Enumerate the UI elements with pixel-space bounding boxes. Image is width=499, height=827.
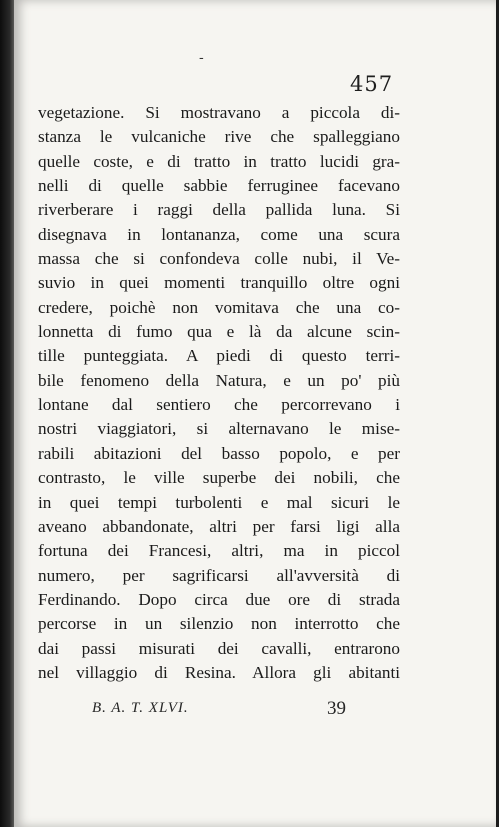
text-line: numero, per sagrificarsi all'avversità di <box>38 565 400 585</box>
text-line: contrasto, le ville superbe dei nobili, che <box>38 468 400 488</box>
text-line: riverberare i raggi della pallida luna. Si <box>38 200 400 220</box>
text-line: Ferdinando. Dopo circa due ore di strada <box>38 589 400 609</box>
text-line: rabili abitazioni del basso popolo, e per <box>38 443 400 463</box>
text-line: suvio in quei momenti tranquillo oltre ogni <box>38 273 400 293</box>
text-line: aveano abbandonate, altri per farsi ligi alla <box>38 516 400 536</box>
text-line: dai passi misurati dei cavalli, entrarono <box>38 638 400 658</box>
text-line: lontane dal sentiero che percorrevano i <box>38 395 400 415</box>
signature-mark: B. A. T. XLVI. <box>92 700 189 716</box>
text-line: in quei tempi turbolenti e mal sicuri le <box>38 492 400 512</box>
header-mark: - <box>199 50 204 66</box>
sheet-number: 39 <box>327 698 346 719</box>
page-number: 457 <box>350 72 394 96</box>
text-line: vegetazione. Si mostravano a piccola di- <box>38 103 400 122</box>
text-line: nelli di quelle sabbie ferruginee facevano <box>38 176 400 196</box>
body-text <box>38 101 400 685</box>
text-line: quelle coste, e di tratto in tratto lucidi gra- <box>38 151 400 171</box>
text-line: massa che si confondeva colle nubi, il Ve- <box>38 249 400 269</box>
book-spine-shadow <box>0 0 14 827</box>
book-page <box>14 0 496 827</box>
text-line: nostri viaggiatori, si alternavano le mise- <box>38 419 400 439</box>
text-line: credere, poichè non vomitava che una co- <box>38 297 400 317</box>
text-line: bile fenomeno della Natura, e un po' più <box>38 370 400 390</box>
text-line: lonnetta di fumo qua e là da alcune scin- <box>38 322 400 342</box>
text-line: nel villaggio di Resina. Allora gli abitanti <box>38 662 400 682</box>
text-line: disegnava in lontananza, come una scura <box>38 224 400 244</box>
text-line: stanza le vulcaniche rive che spalleggiano <box>38 127 400 147</box>
text-line: fortuna dei Francesi, altri, ma in piccol <box>38 541 400 561</box>
text-line: tille punteggiata. A piedi di questo terri- <box>38 346 400 366</box>
text-line: percorse in un silenzio non interrotto che <box>38 614 400 634</box>
